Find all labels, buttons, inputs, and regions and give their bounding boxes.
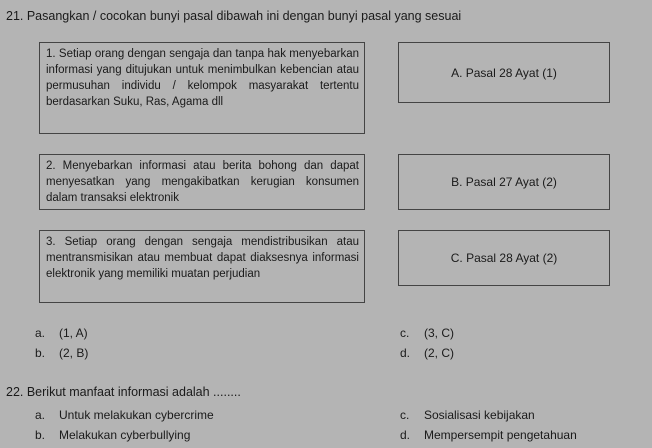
- article-box-a: A. Pasal 28 Ayat (1): [398, 42, 610, 103]
- statement-box-2: 2. Menyebarkan informasi atau berita bohong dan dapat menyesatkan yang mengakibatkan kerugian konsumen dalam transaksi elektronik: [39, 154, 365, 210]
- option-text: Untuk melakukan cybercrime: [59, 408, 214, 422]
- option-text: (2, B): [59, 346, 89, 360]
- option-text: Sosialisasi kebijakan: [424, 408, 535, 422]
- q21-option-d[interactable]: [400, 346, 454, 360]
- statement-box-1: 1. Setiap orang dengan sengaja dan tanpa hak menyebarkan informasi yang ditujukan untuk menimbulkan kebencian atau permusuhan individu / kelompok masyarakat tertentu berdasarkan Suku, Ras, Agama dll: [39, 42, 365, 134]
- option-text: (1, A): [59, 326, 88, 340]
- option-text: Mempersempit pengetahuan: [424, 428, 577, 442]
- q22-option-a[interactable]: [35, 408, 214, 422]
- q22-option-d[interactable]: [400, 428, 577, 442]
- question-22-title: 22. Berikut manfaat informasi adalah ........: [6, 385, 241, 399]
- option-letter: c.: [400, 408, 410, 422]
- q21-option-a[interactable]: [35, 326, 88, 340]
- q22-option-c[interactable]: [400, 408, 535, 422]
- option-letter: c.: [400, 326, 410, 340]
- question-21-title: 21. Pasangkan / cocokan bunyi pasal dibawah ini dengan bunyi pasal yang sesuai: [6, 9, 462, 23]
- option-letter: b.: [35, 428, 46, 442]
- q21-option-c[interactable]: [400, 326, 454, 340]
- article-box-b: B. Pasal 27 Ayat (2): [398, 154, 610, 210]
- option-letter: a.: [35, 408, 46, 422]
- statement-box-3: 3. Setiap orang dengan sengaja mendistribusikan atau mentransmisikan atau membuat dapat diaksesnya informasi elektronik yang memiliki muatan perjudian: [39, 230, 365, 303]
- option-letter: d.: [400, 428, 411, 442]
- option-letter: b.: [35, 346, 46, 360]
- option-text: Melakukan cyberbullying: [59, 428, 191, 442]
- option-letter: a.: [35, 326, 46, 340]
- q22-option-b[interactable]: [35, 428, 190, 442]
- article-box-c: C. Pasal 28 Ayat (2): [398, 230, 610, 286]
- q21-option-b[interactable]: [35, 346, 88, 360]
- option-text: (2, C): [424, 346, 454, 360]
- option-text: (3, C): [424, 326, 454, 340]
- option-letter: d.: [400, 346, 411, 360]
